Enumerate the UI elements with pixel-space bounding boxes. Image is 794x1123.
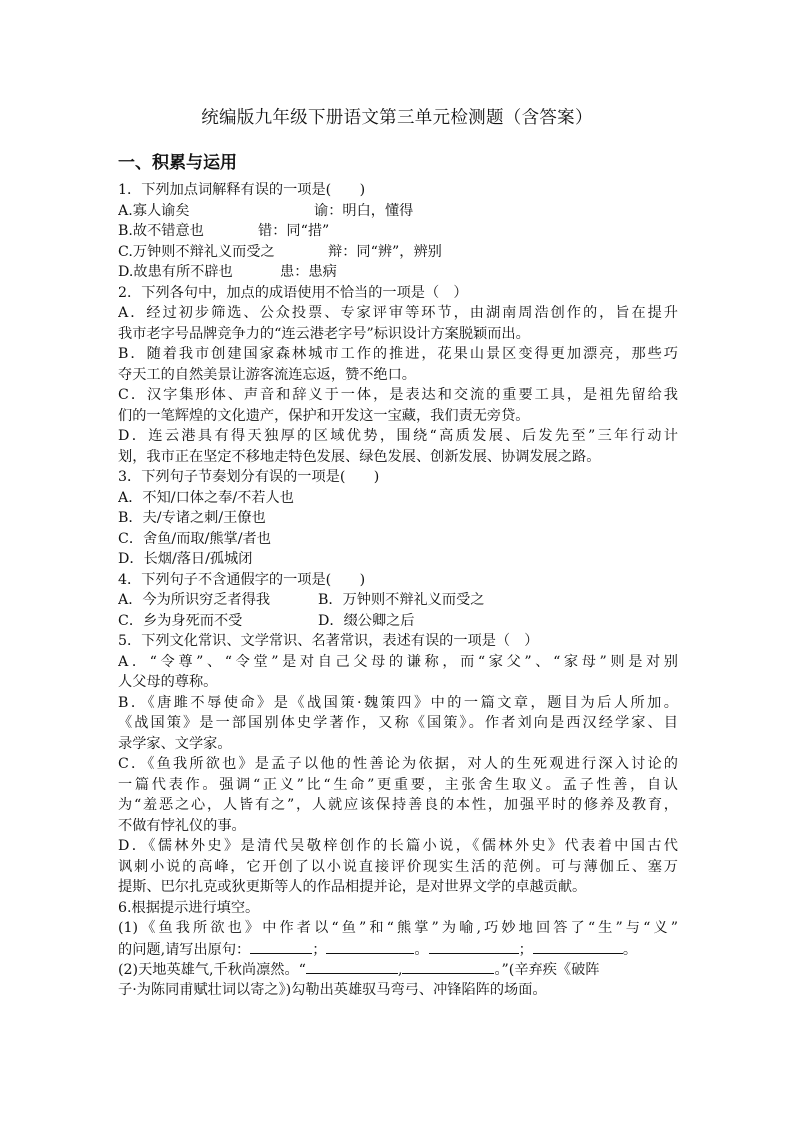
punctuation: 。 <box>622 941 638 958</box>
question-2-option-b-line1: B．随着我市创建国家森林城市工作的推进，花果山景区变得更加漂亮，那些巧 <box>118 346 678 362</box>
question-4-stem: 4．下列句子不含通假字的一项是( ) <box>118 571 366 588</box>
question-6-part2-line1 <box>118 959 678 980</box>
option-gloss: 患：患病 <box>280 264 337 280</box>
punctuation: ； <box>312 941 327 958</box>
prompt-text: (2)天地英雄气,千秋尚凛然。“ <box>118 962 306 978</box>
option-text: B.故不错意也 <box>118 223 204 239</box>
question-4-option-a: A．今为所识穷乏者得我 <box>118 592 271 608</box>
question-5-option-b-line2: 《战国策》是一部国别体史学著作，又称《国策》。作者刘向是西汉经学家、目 <box>118 715 678 731</box>
answer-blank[interactable] <box>402 959 494 974</box>
question-1-option-c <box>118 242 678 263</box>
question-5-option-a-line2: 人父母的尊称。 <box>118 674 218 690</box>
question-5-option-c-line3: 为“羞恶之心，人皆有之”，人就应该保持善良的本性，加强平时的修养及教育， <box>118 797 678 813</box>
prompt-text: 的问题,请写出原句： <box>118 941 251 958</box>
option-text: C.万钟则不辩礼义而受之 <box>118 243 275 260</box>
question-5-option-b-line3: 录学家、文学家。 <box>118 735 232 752</box>
question-5-option-a-line1: A．“令尊”、“令堂”是对自己父母的谦称，而“家父”、“家母”则是对别 <box>118 653 678 670</box>
question-4-option-c: C．乡为身死而不受 <box>118 612 243 629</box>
punctuation: ； <box>518 941 533 958</box>
question-4-option-d: D．缀公卿之后 <box>318 612 415 629</box>
question-5-stem: 5．下列文化常识、文学常识、名著常识，表述有误的一项是（ ） <box>118 633 539 649</box>
option-text: D.故患有所不辟也 <box>118 264 233 280</box>
question-1-stem: 1．下列加点词解释有误的一项是( ) <box>118 182 366 198</box>
question-5-option-c-line1: C．《鱼我所欲也》是孟子以他的性善论为依据，对人的生死观进行深入讨论的 <box>118 756 678 772</box>
question-3-stem: 3．下列句子节奏划分有误的一项是( ) <box>118 469 380 485</box>
prompt-text: 。”(辛弃疾《破阵 <box>494 962 600 978</box>
question-2-stem: 2．下列各句中，加点的成语使用不恰当的一项是（ ） <box>118 284 468 301</box>
option-text: A.寡人谕矣 <box>118 202 190 219</box>
question-4-options-ab <box>118 590 678 611</box>
question-3-option-c: C．舍鱼/而取/熊掌/者也 <box>118 530 271 547</box>
question-6-stem: 6.根据提示进行填空。 <box>118 899 260 916</box>
question-5-option-c-line4: 不做有悖礼仪的事。 <box>118 817 246 834</box>
question-2-option-d-line1: D．连云港具有得天独厚的区域优势，围绕“高质发展、后发先至”三年行动计 <box>118 428 678 444</box>
answer-blank[interactable] <box>250 939 312 954</box>
question-5-option-d-line3: 提斯、巴尔扎克或狄更斯等人的作品相提并论，是对世界文学的卓越贡献。 <box>118 879 587 895</box>
question-3-option-b: B．夫/专诸之刺/王僚也 <box>118 510 266 526</box>
question-2-option-d-line2: 划，我市正在坚定不移地走特色发展、绿色发展、创新发展、协调发展之路。 <box>118 448 601 465</box>
question-1-option-a <box>118 201 678 222</box>
question-1-option-d <box>118 262 678 283</box>
punctuation: 。 <box>414 941 429 958</box>
option-gloss: 辩：同“辨”，辨别 <box>328 243 442 260</box>
question-6-part2-line2: 子·为陈同甫赋壮词以寄之》)勾勒出英雄驭马弯弓、冲锋陷阵的场面。 <box>118 981 547 998</box>
question-2-option-c-line2: 们的一笔辉煌的文化遗产，保护和开发这一宝藏，我们责无旁贷。 <box>118 407 530 424</box>
question-1-option-b <box>118 221 678 242</box>
question-6-part1-line1: (1)《鱼我所欲也》中作者以“鱼”和“熊掌”为喻,巧妙地回答了“生”与“义” <box>118 920 678 936</box>
answer-blank[interactable] <box>326 939 414 954</box>
question-5-option-b-line1: B．《唐雎不辱使命》是《战国策·魏策四》中的一篇文章，题目为后人所加。 <box>118 694 678 711</box>
question-2-option-a-line2: 我市老字号品牌竞争力的“连云港老字号”标识设计方案脱颖而出。 <box>118 325 530 342</box>
option-gloss: 谕：明白，懂得 <box>314 202 414 219</box>
question-5-option-d-line1: D．《儒林外史》是清代吴敬梓创作的长篇小说，《儒林外史》代表着中国古代 <box>118 838 678 854</box>
question-3-option-a: A．不知/口体之奉/不若人也 <box>118 489 294 506</box>
question-2-option-c-line1: C．汉字集形体、声音和辞义于一体，是表达和交流的重要工具，是祖先留给我 <box>118 387 678 403</box>
answer-blank[interactable] <box>533 939 623 954</box>
document-title: 统编版九年级下册语文第三单元检测题（含答案） <box>201 108 593 128</box>
answer-blank[interactable] <box>429 939 519 954</box>
document-body <box>118 180 678 1000</box>
question-4-options-cd <box>118 611 678 632</box>
question-6-part1-line2 <box>118 939 678 960</box>
question-2-option-b-line2: 夺天工的自然美景让游客流连忘返，赞不绝口。 <box>118 366 416 383</box>
question-5-option-c-line2: 一篇代表作。强调“正义”比“生命”更重要，主张舍生取义。孟子性善，自认 <box>118 776 678 793</box>
question-3-option-d: D．长烟/落日/孤城闭 <box>118 551 253 567</box>
option-gloss: 错：同“措” <box>258 223 330 239</box>
section-heading: 一、积累与运用 <box>118 153 237 173</box>
punctuation: , <box>397 962 403 978</box>
answer-blank[interactable] <box>306 959 398 974</box>
question-2-option-a-line1: A．经过初步筛选、公众投票、专家评审等环节，由湖南周浩创作的，旨在提升 <box>118 305 678 321</box>
question-4-option-b: B．万钟则不辩礼义而受之 <box>318 592 485 608</box>
question-5-option-d-line2: 讽刺小说的高峰，它开创了以小说直接评价现实生活的范例。可与薄伽丘、塞万 <box>118 858 678 875</box>
